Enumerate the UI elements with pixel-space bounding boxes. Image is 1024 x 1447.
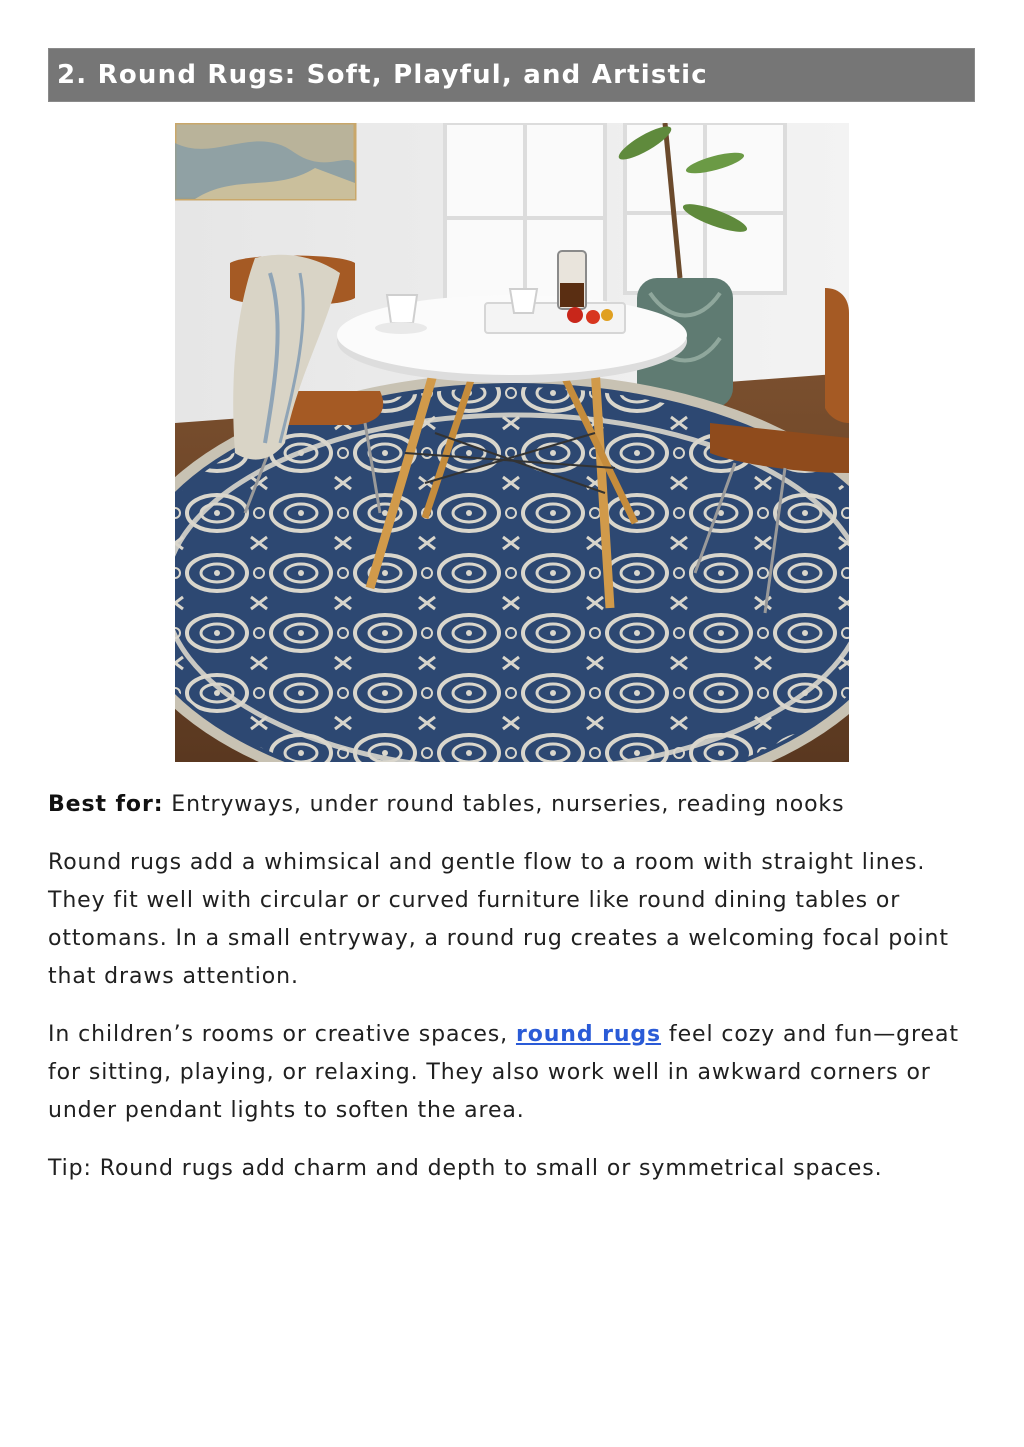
round-rugs-link[interactable]: round rugs: [515, 1022, 662, 1047]
article-body: [48, 786, 975, 1188]
chair-right: [825, 288, 849, 423]
section-heading: 2. Round Rugs: Soft, Playful, and Artistic: [57, 60, 708, 90]
article-section: [48, 48, 975, 1188]
section-heading-bar: [48, 48, 975, 102]
tomato: [567, 307, 583, 323]
paragraph-1: Round rugs add a whimsical and gentle flow to a room with straight lines. They fit well with circular or curved furniture like round dining tables or ottomans. In a small entryway, a round rug creates a welcoming focal point that draws attention.: [48, 850, 949, 989]
best-for-line: [48, 786, 975, 824]
tip-line: Tip: Round rugs add charm and depth to small or symmetrical spaces.: [48, 1156, 883, 1181]
paragraph-2: [48, 1016, 975, 1130]
rug-photo: [175, 123, 849, 762]
paragraph-2-before: In children’s rooms or creative spaces,: [48, 1022, 516, 1047]
best-for-text: Entryways, under round tables, nurseries, reading nooks: [163, 792, 845, 817]
paragraph-2-after: feel cozy and fun—great for sitting, playing, or relaxing. They also work well in awkward corners or under pendant lights to soften the area.: [48, 1022, 959, 1123]
best-for-label: Best for:: [48, 792, 164, 817]
coffee-cup: [387, 295, 417, 323]
